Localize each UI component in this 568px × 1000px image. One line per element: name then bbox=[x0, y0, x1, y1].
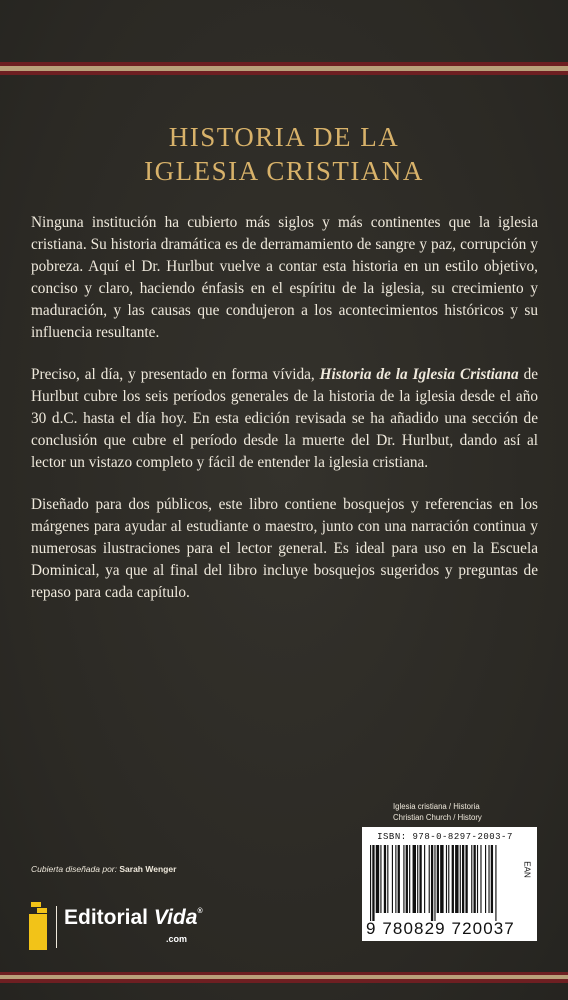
subject-categories bbox=[393, 801, 533, 823]
category-spanish: Iglesia cristiana / Historia bbox=[393, 802, 480, 811]
category-english: Christian Church / History bbox=[393, 813, 482, 822]
bottom-decorative-stripes bbox=[0, 972, 568, 983]
credit-label: Cubierta diseñada por: bbox=[31, 864, 120, 874]
paragraph-2-intro: Preciso, al día, y presentado en forma vívida, bbox=[31, 366, 320, 383]
book-title bbox=[0, 120, 568, 188]
barcode-panel bbox=[362, 827, 537, 941]
publisher-name bbox=[64, 906, 203, 930]
barcode-digits: 9 780829 720037 bbox=[366, 919, 515, 938]
logo-divider bbox=[56, 906, 57, 948]
publisher-domain: .com bbox=[166, 934, 188, 944]
description-paragraph-2 bbox=[31, 364, 538, 474]
registered-mark: ® bbox=[197, 908, 203, 915]
publisher-name-vida: Vida bbox=[153, 906, 198, 929]
designer-name: Sarah Wenger bbox=[119, 864, 177, 874]
description-paragraph-1: Ninguna institución ha cubierto más siglos y más continentes que la iglesia cristiana. Su historia dramática es de derramamiento de sangre y paz, corrupción y pobreza. Aquí el Dr. Hurlbut vuelve a contar esta historia en un estilo objetivo, conciso y claro, haciendo énfasis en el espíritu de la iglesia, su crecimiento y maduración, y las causas que condujeron a los acontecimientos históricos y su influencia resultante. bbox=[31, 214, 538, 341]
top-decorative-stripes bbox=[0, 62, 568, 75]
barcode-bars bbox=[368, 845, 518, 921]
isbn-label: ISBN: 978-0-8297-2003-7 bbox=[377, 832, 513, 842]
publisher-logo bbox=[27, 902, 237, 952]
description-paragraph-3: Diseñado para dos públicos, este libro contiene bosquejos y referencias en los márgenes para ayudar al estudiante o maestro, junto con una narración continua y numerosas ilustraciones para el lector general. Es ideal para uso en la Escuela Dominical, ya que al final del libro incluye bosquejos sugeridos y preguntas de repaso para cada capítulo. bbox=[31, 496, 538, 601]
book-title-inline: Historia de la Iglesia Cristiana bbox=[319, 366, 519, 383]
cover-design-credit bbox=[31, 864, 176, 874]
publisher-mark-icon bbox=[27, 902, 51, 950]
paragraph-2-rest: de Hurlbut cubre los seis períodos generales de la historia de la iglesia desde el año 30 d.C. hasta el día hoy. En esta edición revisada se ha añadido una sección de conclusión que cubre el período desde la muerte del Dr. Hurlbut, dando así al lector un vistazo completo y fácil de entender la iglesia cristiana. bbox=[31, 366, 539, 471]
description-text bbox=[31, 212, 538, 624]
publisher-name-editorial: Editorial bbox=[64, 906, 154, 929]
ean-label: EAN bbox=[522, 861, 532, 878]
book-title-line-2: IGLESIA CRISTIANA bbox=[144, 156, 424, 186]
book-title-line-1: HISTORIA DE LA bbox=[168, 122, 400, 152]
